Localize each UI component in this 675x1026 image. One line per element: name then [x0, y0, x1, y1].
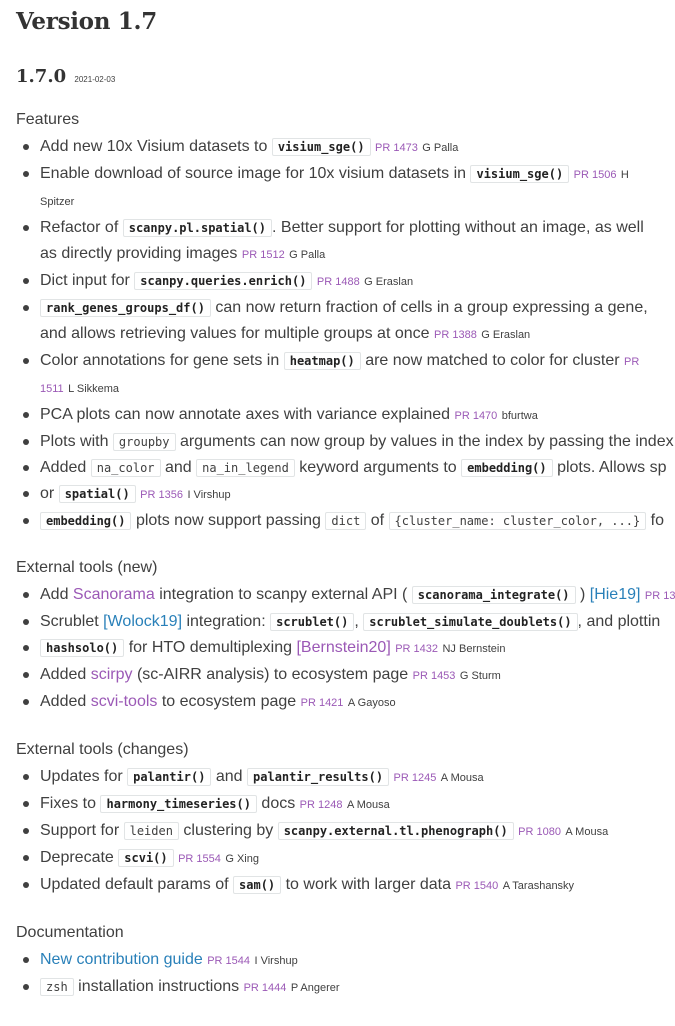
pr-link[interactable]: PR 1432	[395, 643, 439, 655]
author: G Eraslan	[364, 276, 414, 288]
code-ref[interactable]: groupby	[113, 433, 176, 451]
pr-link[interactable]: PR 1421	[300, 697, 344, 709]
release-heading	[16, 66, 658, 91]
pr-link[interactable]: PR 1512	[241, 249, 285, 261]
list-item: Plots with groupby arguments can now group by values in the index by passing the index	[16, 429, 658, 455]
author: G Eraslan	[481, 329, 531, 341]
list-item: Add new 10x Visium datasets to visium_sge() PR 1473 G Palla	[16, 134, 658, 161]
release-version: 1.7.0	[16, 66, 67, 87]
list-item: PCA plots can now annotate axes with variance explained PR 1470 bfurtwa	[16, 402, 658, 429]
pr-link[interactable]: PR 1453	[412, 670, 456, 682]
list-item: Added na_color and na_in_legend keyword arguments to embedding() plots. Allows sp	[16, 455, 658, 481]
code-ref[interactable]: scanpy.external.tl.phenograph()	[278, 822, 514, 840]
pr-link[interactable]: PR 1356	[140, 489, 183, 501]
author: I Virshup	[187, 489, 231, 501]
page-title: Version 1.7	[16, 8, 157, 35]
code-ref[interactable]: leiden	[124, 822, 179, 840]
author: A Gayoso	[347, 697, 396, 709]
pr-link[interactable]: PR 1388	[434, 329, 477, 341]
author: G Xing	[225, 853, 259, 865]
pr-link[interactable]: PR 1248	[299, 799, 343, 811]
citation-link[interactable]: [Bernstein20]	[296, 639, 391, 656]
pr-link[interactable]: PR 1470	[454, 410, 498, 422]
code-ref[interactable]: {cluster_name: cluster_color, ...}	[389, 512, 647, 530]
author: NJ Bernstein	[442, 643, 506, 655]
code-ref[interactable]: palantir_results()	[247, 768, 389, 786]
list-item: Dict input for scanpy.queries.enrich() PR 1488 G Eraslan	[16, 268, 658, 295]
pr-link[interactable]: PR 1245	[393, 772, 437, 784]
list-item: Added scvi-tools to ecosystem page PR 1421 A Gayoso	[16, 689, 658, 716]
code-ref[interactable]: heatmap()	[284, 352, 361, 370]
list-item: rank_genes_groups_df() can now return fraction of cells in a group expressing a gene, and allows retrieving values for multiple groups at once PR 1388 G Eraslan	[16, 295, 658, 348]
author: L Sikkema	[68, 383, 120, 395]
citation-link[interactable]: [Wolock19]	[103, 613, 183, 630]
pr-link[interactable]: PR 1488	[316, 276, 360, 288]
author: H Spitzer	[40, 169, 629, 208]
pr-link[interactable]: PR 1540	[455, 880, 499, 892]
pr-link[interactable]: PR 1511	[40, 356, 640, 395]
code-ref[interactable]: scanpy.queries.enrich()	[134, 272, 312, 290]
code-ref[interactable]: scanpy.pl.spatial()	[123, 219, 272, 237]
pr-link[interactable]: PR 1080	[518, 826, 561, 838]
section-features-title: Features	[16, 111, 80, 128]
ext-changes-list	[16, 764, 658, 899]
list-item: Scrublet [Wolock19] integration: scrublet() , scrublet_simulate_doublets() , and plottin	[16, 609, 658, 635]
code-ref[interactable]: na_color	[91, 459, 161, 477]
list-item: Refactor of scanpy.pl.spatial() . Better support for plotting without an image, as well as directly providing images PR 1512 G Palla	[16, 215, 658, 268]
list-item: zsh installation instructions PR 1444 P Angerer	[16, 974, 658, 1001]
contribution-guide-link[interactable]: New contribution guide	[40, 951, 203, 968]
code-ref[interactable]: visium_sge()	[470, 165, 569, 183]
list-item: Color annotations for gene sets in heatmap() are now matched to color for cluster PR 1511 L Sikkema	[16, 348, 658, 402]
code-ref[interactable]: scrublet()	[270, 613, 354, 631]
author: G Palla	[422, 142, 459, 154]
author: I Virshup	[254, 955, 298, 967]
list-item: Updates for palantir() and palantir_results() PR 1245 A Mousa	[16, 764, 658, 791]
release-date: 2021-02-03	[74, 75, 116, 84]
code-ref[interactable]: na_in_legend	[196, 459, 295, 477]
section-ext-new-title: External tools (new)	[16, 559, 158, 576]
list-item-continued: or spatial() PR 1356 I Virshup	[16, 481, 658, 508]
scanorama-link[interactable]: Scanorama	[72, 586, 155, 603]
author: G Sturm	[459, 670, 501, 682]
pr-link[interactable]: PR 1473	[375, 142, 418, 154]
list-item: hashsolo() for HTO demultiplexing [Bernstein20] PR 1432 NJ Bernstein	[16, 635, 658, 662]
pr-link[interactable]: PR 1444	[243, 982, 287, 994]
section-docs-title: Documentation	[16, 924, 124, 941]
author: bfurtwa	[501, 410, 538, 422]
citation-link[interactable]: [Hie19]	[589, 586, 641, 603]
author: A Mousa	[440, 772, 484, 784]
author: G Palla	[289, 249, 326, 261]
scvi-tools-link[interactable]: scvi-tools	[90, 693, 158, 710]
code-ref[interactable]: rank_genes_groups_df()	[40, 299, 211, 317]
pr-link[interactable]: PR 1544	[207, 955, 251, 967]
scirpy-link[interactable]: scirpy	[90, 666, 133, 683]
code-ref[interactable]: palantir()	[127, 768, 211, 786]
code-ref[interactable]: sam()	[233, 876, 281, 894]
author: A Mousa	[346, 799, 390, 811]
code-ref[interactable]: spatial()	[59, 485, 136, 503]
author: P Angerer	[290, 982, 340, 994]
code-ref[interactable]: dict	[325, 512, 366, 530]
list-item: Updated default params of sam() to work with larger data PR 1540 A Tarashansky	[16, 872, 658, 899]
author: A Mousa	[565, 826, 609, 838]
list-item: embedding() plots now support passing dict of {cluster_name: cluster_color, ...} fo	[16, 508, 658, 534]
list-item: Add Scanorama integration to scanpy external API ( scanorama_integrate() ) [Hie19] PR 13	[16, 582, 658, 609]
pr-link[interactable]: PR 1554	[178, 853, 221, 865]
code-ref[interactable]: embedding()	[40, 512, 131, 530]
code-ref[interactable]: scanorama_integrate()	[412, 586, 576, 604]
code-ref[interactable]: scrublet_simulate_doublets()	[363, 613, 577, 631]
pr-link[interactable]: PR 1506	[573, 169, 617, 181]
code-ref[interactable]: zsh	[40, 978, 74, 996]
code-ref[interactable]: hashsolo()	[40, 639, 124, 657]
list-item: Support for leiden clustering by scanpy.external.tl.phenograph() PR 1080 A Mousa	[16, 818, 658, 845]
list-item	[16, 947, 658, 974]
section-ext-changes-title: External tools (changes)	[16, 741, 189, 758]
code-ref[interactable]: visium_sge()	[272, 138, 371, 156]
features-list	[16, 134, 674, 534]
author: A Tarashansky	[502, 880, 575, 892]
code-ref[interactable]: harmony_timeseries()	[100, 795, 257, 813]
docs-list	[16, 947, 658, 1001]
list-item: Fixes to harmony_timeseries() docs PR 1248 A Mousa	[16, 791, 658, 818]
list-item: Added scirpy (sc-AIRR analysis) to ecosystem page PR 1453 G Sturm	[16, 662, 658, 689]
list-item: Deprecate scvi() PR 1554 G Xing	[16, 845, 658, 872]
list-item: Enable download of source image for 10x visium datasets in visium_sge() PR 1506 H Spitzer	[16, 161, 658, 215]
code-ref[interactable]: embedding()	[461, 459, 552, 477]
code-ref[interactable]: scvi()	[118, 849, 173, 867]
ext-new-list	[16, 582, 675, 716]
pr-link[interactable]: PR 13	[644, 590, 675, 602]
